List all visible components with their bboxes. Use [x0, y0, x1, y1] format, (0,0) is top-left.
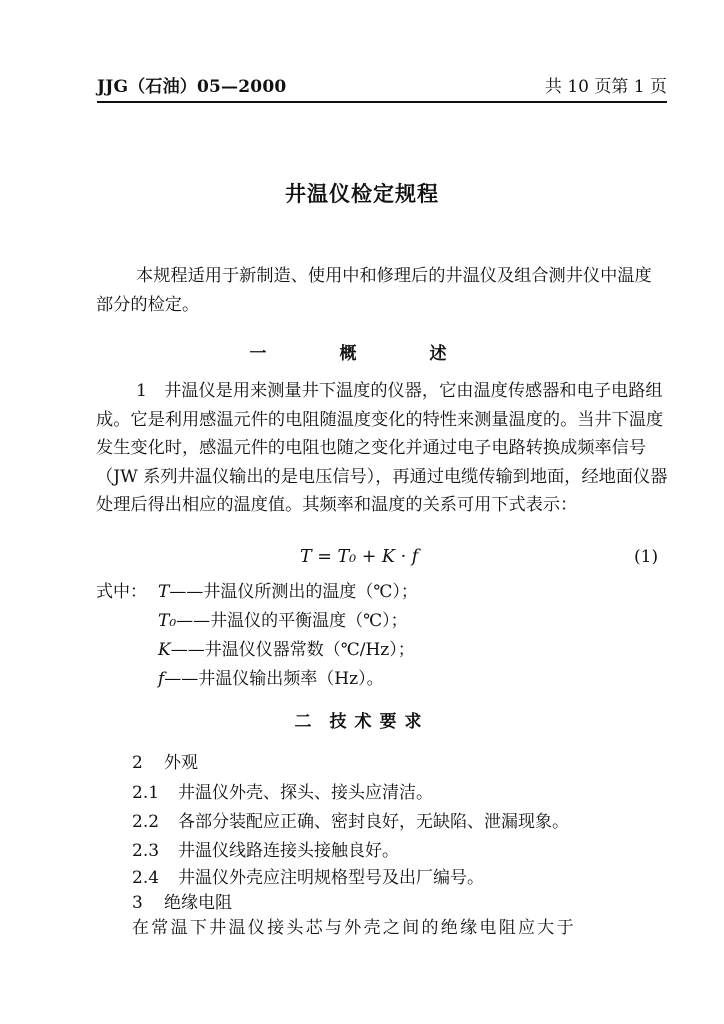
symbol-description: ——井温仪的平衡温度（℃）；	[176, 611, 408, 631]
symbol: T₀	[158, 611, 177, 631]
clause	[132, 888, 232, 913]
where-item	[158, 635, 415, 660]
clause-text: 井温仪外壳应注明规格型号及出厂编号。	[178, 868, 484, 888]
page-count: 共 10 页第 1 页	[544, 77, 667, 97]
clause-text: 各部分装配应正确、密封良好，无缺陷、泄漏现象。	[178, 812, 569, 832]
section-heading-requirements	[0, 707, 724, 732]
clause-number: 2.4	[132, 868, 160, 888]
symbol-description: ——井温仪输出频率（Hz）。	[164, 669, 384, 689]
formula-number: (1)	[634, 547, 659, 567]
insulation-paragraph: 在常温下井温仪接头芯与外壳之间的绝缘电阻应大于	[132, 918, 576, 938]
paragraph-1: 1 井温仪是用来测量井下温度的仪器，它由温度传感器和电子电路组成。它是利用感温元件的电阻随温度变化的特性来测量温度的。当井下温度发生变化时，感温元件的电阻也随之变化并通过电子电路转换成频率信号（JW 系列井温仪输出的是电压信号），再通过电缆传输到地面，经地面仪器处理后得出相应的温度值。其频率和温度的关系可用下式表示：	[96, 381, 668, 515]
scope-paragraph: 本规程适用于新制造、使用中和修理后的井温仪及组合测井仪中温度部分的检定。	[96, 266, 652, 315]
clause-text: 绝缘电阻	[164, 893, 232, 913]
symbol-description: ——井温仪仪器常数（℃/Hz）；	[170, 640, 415, 660]
clause-text: 外观	[164, 753, 198, 773]
clause-text: 井温仪外壳、探头、接头应清洁。	[178, 783, 433, 803]
where-item	[158, 606, 408, 631]
symbol: T	[158, 582, 170, 602]
clause-number: 2	[132, 753, 143, 773]
clause-number: 3	[132, 893, 143, 913]
clause	[132, 778, 433, 803]
clause-text: 井温仪线路连接头接触良好。	[178, 841, 399, 861]
symbol-description: ——井温仪所测出的温度（℃）；	[169, 582, 418, 602]
section-heading-text: 技术要求	[329, 712, 430, 732]
section-heading-overview	[0, 339, 724, 364]
document-title: 井温仪检定规程	[285, 182, 439, 206]
clause	[132, 836, 399, 861]
clause	[132, 748, 198, 773]
clause-number: 2.1	[132, 783, 160, 803]
formula: T = T₀ + K · f	[300, 547, 419, 567]
section-heading-text: 一 概 述	[249, 344, 475, 364]
clause	[132, 863, 484, 888]
symbol: K	[158, 640, 171, 660]
clause	[132, 807, 569, 832]
where-item	[158, 664, 384, 689]
where-label: 式中：	[96, 582, 147, 602]
header-divider	[97, 101, 667, 103]
clause-number: 2.3	[132, 841, 160, 861]
symbol: f	[158, 669, 165, 689]
clause-number: 2.2	[132, 812, 160, 832]
standard-number: JJG（石油）05—2000	[97, 77, 287, 97]
section-heading-number: 二	[294, 712, 312, 732]
where-item	[158, 577, 418, 602]
page-header	[97, 72, 667, 98]
